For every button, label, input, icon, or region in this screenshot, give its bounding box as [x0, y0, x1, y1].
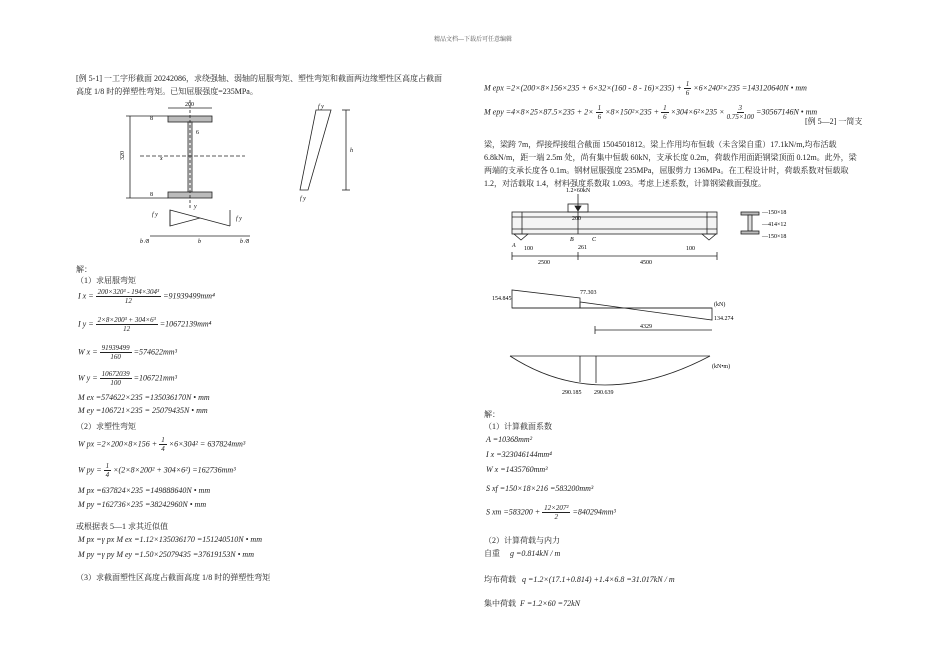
moment-unit: (kN•m) — [712, 364, 731, 370]
beam-figure — [500, 184, 800, 268]
mpx-approx-equation: M px =γ px M ex =1.12×135036170 =151240510N • mm — [78, 535, 262, 544]
step-2-title: （2）求塑性弯矩 — [76, 422, 136, 431]
problem-5-1-line1: [例 5-1] 一工字形截面 20242086，求绕强轴、弱轴的屈服弯矩、塑性弯矩和截面两边缘塑性区高度占截面 — [76, 74, 442, 83]
mpx-equation: M px =637824×235 =149888640N • mm — [78, 486, 211, 495]
shear-value-2: 77.303 — [580, 290, 597, 296]
dim-320: 320 — [120, 151, 126, 160]
b8-right-label: b /8 — [240, 239, 250, 245]
shear-force-diagram — [490, 284, 740, 338]
ix-equation: I x = $\frac{\text{200×320³ - 194×304³}}{12}$ =91939499mm⁴ — [78, 288, 215, 305]
beam-dim-2500: 2500 — [538, 260, 550, 266]
beam-dim-4500: 4500 — [640, 260, 652, 266]
ix2-equation: I x =323046144mm⁴ — [486, 450, 552, 459]
beam-point-b: B — [570, 237, 574, 243]
dim-200: 200 — [185, 102, 194, 108]
wx2-equation: W x =1435760mm³ — [486, 465, 548, 474]
beam-dim-100-right: 100 — [686, 246, 695, 252]
beam-point-a: A — [512, 243, 516, 249]
beam-dim-261: 261 — [578, 245, 587, 251]
dim-8-top: 8 — [150, 116, 153, 122]
sxm-equation: S xm =583200 + $\frac{\text{12×207²}}{2}$ =840294mm³ — [486, 504, 616, 521]
problem-5-2-line3: 两端的支承长度各 0.1m。钢材屈服强度 235MPa，屈服剪力 136MPa。在工程设计时，荷载系数对恒载取 — [484, 166, 849, 175]
mpy-approx-equation: M py =γ py M ey =1.50×25079435 =37619153N • mm — [78, 550, 254, 559]
approx-note: 或根据表 5—1 求其近似值 — [76, 522, 168, 531]
moment-value-1: 290.185 — [562, 390, 582, 396]
bending-moment-diagram — [500, 352, 740, 400]
iy-equation: I y = $\frac{\text{2×8×200³ + 304×6³}}{12}$ =10672139mm⁴ — [78, 316, 212, 333]
beam-dim-100-left: 100 — [524, 246, 533, 252]
wx-equation: W x = $\frac{91939499}{160}$ =574622mm³ — [78, 344, 177, 361]
shear-unit: (kN) — [714, 302, 726, 308]
fy-left-label: f y — [152, 212, 158, 218]
wpx-equation: W px =2×200×8×156 + $\frac{1}{4}$ ×6×304² = 637824mm³ — [78, 436, 246, 453]
problem-5-1-line2: 高度 1/8 时的弹塑性弯矩。已知屈服强度=235MPa。 — [76, 87, 258, 96]
problem-5-2-line1: 梁，梁跨 7m，焊接焊接组合截面 1504501812。梁上作用均布恒载（未含梁自重）17.1kN/m,均布活载 — [484, 140, 837, 149]
shear-value-1: 154.845 — [492, 296, 512, 302]
beam-load-label: 1.2×60kN — [566, 188, 591, 194]
b-label: b — [198, 239, 201, 245]
fy-top-label: f y — [318, 104, 324, 110]
solution-label-2: 解： — [484, 410, 500, 419]
example-5-2-tag: [例 5—2] 一简支 — [805, 117, 863, 126]
axis-x-label: x — [160, 156, 163, 162]
concentrated-load-row: 集中荷载 F =1.2×60 =72kN — [484, 599, 580, 608]
mex-equation: M ex =574622×235 =135036170N • mm — [78, 393, 210, 402]
beam-dim-200: 200 — [572, 216, 581, 222]
step-3-title: （3）求截面塑性区高度占截面高度 1/8 时的弹塑性弯矩 — [76, 573, 271, 582]
flange-bottom-dim: —150×18 — [762, 234, 787, 240]
shear-value-3: 134.274 — [714, 316, 734, 322]
step-1-title: （1）求屈服弯矩 — [76, 276, 136, 285]
sxf-equation: S xf =150×18×216 =583200mm³ — [486, 484, 594, 493]
web-dim: —414×12 — [762, 222, 787, 228]
b8-left-label: b /8 — [140, 239, 150, 245]
uniform-load-row: 均布荷载 q =1.2×(17.1+0.814) +1.4×6.8 =31.017kN / m — [484, 575, 675, 584]
wpy-equation: W py = $\frac{1}{4}$ ×(2×8×200² + 304×6²) =162736mm³ — [78, 462, 236, 479]
stress-diagram-vertical — [296, 100, 366, 205]
page-header: 精品文档---下载后可任意编辑 — [434, 37, 512, 43]
mepy-equation: M epy =4×8×25×87.5×235 + 2× $\frac{1}{6}$ ×8×150²×235 + $\frac{1}{6}$ ×304×6²×235 × $\frac{3}{0.75\times 100}$ =30567146N • mm — [484, 104, 818, 121]
shear-dist-4329: 4329 — [640, 324, 652, 330]
axis-y-label: y — [194, 204, 197, 210]
step-2-1-title: （1）计算截面系数 — [484, 422, 552, 431]
dim-8-bottom: 8 — [150, 192, 153, 198]
mpy-equation: M py =162736×235 =38242960N • mm — [78, 500, 207, 509]
wy-equation: W y = $\frac{10672039}{100}$ =106721mm³ — [78, 370, 177, 387]
problem-5-2-line4: 1.2，对活载取 1.4，材料强度系数取 1.093。考虑上述系数，计算钢梁截面强度。 — [484, 179, 766, 188]
h-label: h — [350, 148, 353, 154]
fy-right-label: f y — [236, 216, 242, 222]
self-weight-row: 自重 g =0.814kN / m — [484, 549, 561, 558]
area-equation: A =10368mm² — [486, 435, 533, 444]
step-2-2-title: （2）计算荷载与内力 — [484, 536, 560, 545]
mepx-equation: M epx =2×(200×8×156×235 + 6×32×(160 - 8 - 16)×235) + $\frac{1}{6}$ ×6×240²×235 =143120640N • mm — [484, 80, 807, 97]
flange-top-dim: —150×18 — [762, 210, 787, 216]
moment-value-2: 290.639 — [594, 390, 614, 396]
dim-6: 6 — [196, 130, 199, 136]
solution-label: 解： — [76, 265, 92, 274]
mey-equation: M ey =106721×235 = 25079435N • mm — [78, 406, 208, 415]
beam-point-c: C — [592, 237, 597, 243]
problem-5-2-line2: 6.8kN/m，距一端 2.5m 处，尚有集中恒载 60kN，支承长度 0.2m，荷载作用面距钢梁顶面 0.12m。此外，梁 — [484, 153, 857, 162]
stress-diagram-horizontal — [140, 206, 270, 246]
fy-bottom-label: f y — [300, 196, 306, 202]
